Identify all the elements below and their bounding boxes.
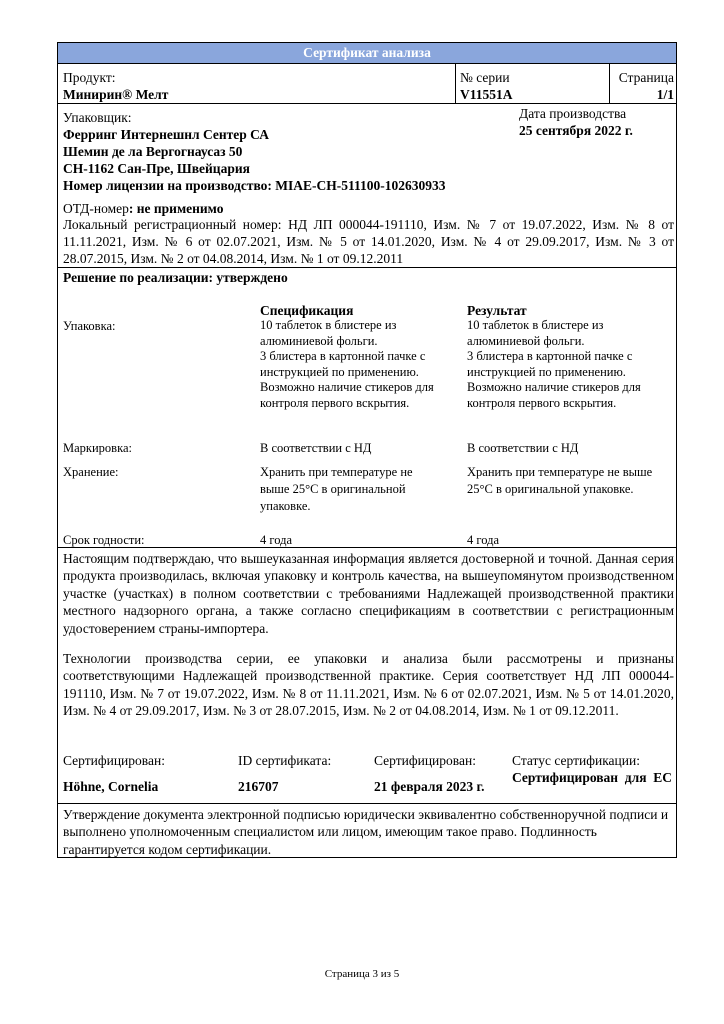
page-footer: Страница 3 из 5: [324, 968, 400, 980]
row-result: 10 таблеток в блистере из алюминиевой фольги. 3 блистера в картонной пачке с инструкцией по применению. Возможно наличие стикеров для контроля первого вскрытия.: [467, 318, 641, 410]
packager-line: Ферринг Интернешнл Сентер СА: [63, 127, 269, 142]
certificate-title: Сертификат анализа: [58, 43, 676, 64]
page-number: 1/1: [656, 87, 674, 102]
certification-status-label: Статус сертификации:: [512, 753, 640, 768]
statement-paragraph: Технологии производства серии, ее упаковки и анализа были рассмотрены и признаны соответствующими Надлежащей производственной практике. Серия соответствует НД ЛП 000044-191110, Изм. № 7 от 19.07.2022, Изм. № 8 от 11.11.2021, Изм. № 6 от 02.07.2021, Изм. № 5 от 14.01.2020, Изм. № 4 от 29.09.2017, Изм. № 3 от 28.07.2015, Изм. № 2 от 04.08.2014, Изм. № 1 от 09.12.2011.: [63, 651, 674, 719]
row-spec: Хранить при температуре не выше 25°C в оригинальной упаковке.: [260, 465, 413, 513]
certificate-frame: [57, 42, 677, 858]
batch-number: V11551A: [460, 87, 513, 102]
statement-paragraph: Настоящим подтверждаю, что вышеуказанная информация является достоверной и точной. Данная серия продукта производилась, включая упаковку и контроль качества, на вышеупомянутом производственном участке (участках) в полном соответствии с требованиями Надлежащей производственной практики местного надзорного органа, а также согласно спецификациям в соответствии с регистрационным удостоверением страны-импортера.: [63, 551, 674, 636]
product-name: Минирин® Мелт: [63, 87, 169, 102]
certified-by-label: Сертифицирован:: [63, 753, 165, 768]
spec-header: Спецификация: [260, 303, 354, 318]
row-result: 4 года: [467, 533, 499, 547]
batch-label: № серии: [460, 70, 510, 85]
page-label: Страница: [618, 70, 674, 85]
production-date: 25 сентября 2022 г.: [519, 123, 633, 138]
certified-by: Höhne, Cornelia: [63, 779, 159, 794]
row-spec: 10 таблеток в блистере из алюминиевой фольги. 3 блистера в картонной пачке с инструкцией по применению. Возможно наличие стикеров для контроля первого вскрытия.: [260, 318, 434, 410]
row-spec: В соответствии с НД: [260, 441, 372, 455]
otd-number: ОТД-номер: не применимо: [63, 201, 224, 216]
certification-status: Сертифицирован для ЕС: [512, 770, 672, 785]
certified-date-label: Сертифицирован:: [374, 753, 476, 768]
local-registration: Локальный регистрационный номер: НД ЛП 000044-191110, Изм. № 7 от 19.07.2022, Изм. № 8 от 11.11.2021, Изм. № 6 от 02.07.2021, Изм. № 5 от 14.01.2020, Изм. № 4 от 29.09.2017, Изм. № 3 от 28.07.2015, Изм. № 2 от 04.08.2014, Изм. № 1 от 09.12.2011: [63, 217, 674, 266]
packager-line: CH-1162 Сан-Пре, Швейцария: [63, 161, 250, 176]
row-spec: 4 года: [260, 533, 292, 547]
certificate-id: 216707: [238, 779, 279, 794]
row-label: Срок годности:: [63, 533, 145, 547]
packager-line: Шемин де ла Вергогнаусаз 50: [63, 144, 243, 159]
production-date-label: Дата производства: [519, 106, 627, 121]
row-label: Хранение:: [63, 465, 119, 479]
row-result: В соответствии с НД: [467, 441, 579, 455]
license-number: Номер лицензии на производство: MIAE-CH-511100-102630933: [63, 178, 446, 193]
row-label: Упаковка:: [63, 319, 116, 333]
signature-note: Утверждение документа электронной подписью юридически эквивалентно собственноручной подписи и выполнено уполномоченным специалистом или лицом, имеющим такое право. Подлинность гарантируется кодом сертификации.: [63, 807, 669, 857]
packager-label: Упаковщик:: [63, 110, 132, 125]
certified-date: 21 февраля 2023 г.: [374, 779, 485, 794]
result-header: Результат: [467, 303, 527, 318]
row-result: Хранить при температуре не выше 25°C в оригинальной упаковке.: [467, 465, 653, 496]
row-label: Маркировка:: [63, 441, 132, 455]
certificate-id-label: ID сертификата:: [238, 753, 332, 768]
release-decision: Решение по реализации: утверждено: [63, 270, 288, 285]
product-label: Продукт:: [63, 70, 116, 85]
